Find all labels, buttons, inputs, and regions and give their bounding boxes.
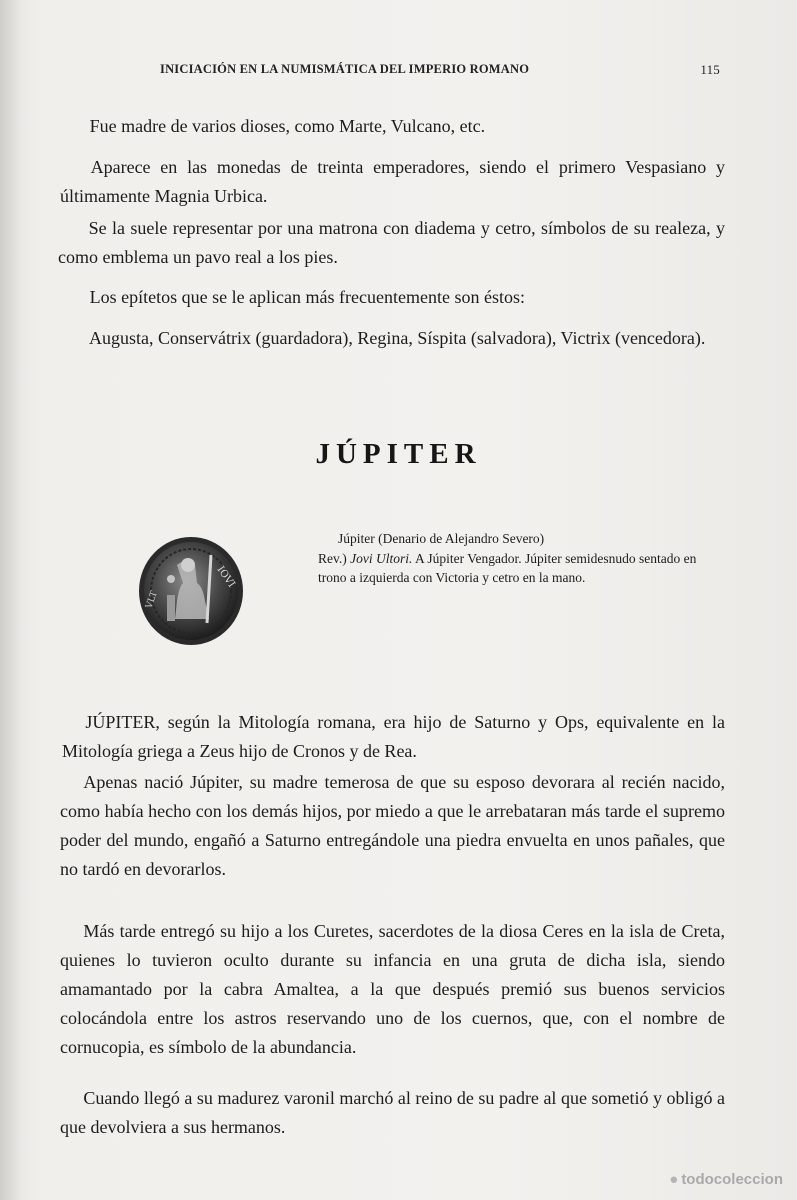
paragraph-7: Apenas nació Júpiter, su madre temerosa de que su esposo devorara al recién nacido, como había hecho con los demás hijos, por miedo a que le arrebataran más tarde el supremo poder del mundo, engañó a Saturno entregándole una piedra envuelta en unos pañales, que no tardó en devorarlos. — [60, 772, 725, 879]
caption-title: Júpiter (Denario de Alejandro Severo) — [338, 531, 545, 546]
paragraph-4: Los epítetos que se le aplican más frecuentemente son éstos: — [89, 287, 525, 307]
svg-text:IOVI: IOVI — [214, 564, 237, 590]
paragraph-1: Fue madre de varios dioses, como Marte, Vulcano, etc. — [89, 116, 486, 136]
paragraph-3: Se la suele representar por una matrona con diadema y cetro, símbolos de su realeza, y como emblema un pavo real a los pies. — [58, 218, 725, 267]
page-gutter-shadow — [0, 0, 20, 1200]
paragraph-6: JÚPITER, según la Mitología romana, era hijo de Saturno y Ops, equivalente en la Mitología griega a Zeus hijo de Cronos y de Rea. — [62, 712, 725, 761]
todocoleccion-logo-icon: ● — [669, 1171, 679, 1188]
paragraph-9: Cuando llegó a su madurez varonil marchó al reino de su padre al que sometió y obligó a que devolviera a sus hermanos. — [60, 1088, 725, 1137]
svg-text:VLT: VLT — [144, 589, 160, 611]
caption-legend: Jovi Ultori. — [350, 550, 413, 566]
running-header — [160, 62, 720, 78]
caption-reverse: Rev.) Jovi Ultori. A Júpiter Vengador. Júpiter semidesnudo sentado en trono a izquierda con Victoria y cetro en la mano. — [318, 550, 697, 586]
page-number: 115 — [700, 62, 720, 77]
paragraph-5: Augusta, Conservátrix (guardadora), Regina, Síspita (salvadora), Victrix (vencedora). — [89, 328, 706, 348]
paragraph-2: Aparece en las monedas de treinta emperadores, siendo el primero Vespasiano y últimamente Magnia Urbica. — [60, 157, 725, 206]
running-title: INICIACIÓN EN LA NUMISMÁTICA DEL IMPERIO ROMANO — [160, 62, 530, 76]
section-title: JÚPITER — [315, 438, 482, 470]
coin-caption — [318, 529, 718, 588]
paragraph-8: Más tarde entregó su hijo a los Curetes, sacerdotes de la diosa Ceres en la isla de Creta, quienes lo tuvieron oculto durante su infancia en una gruta de dicha isla, siendo amamantado por la cabra Amaltea, a la que después premió sus buenos servicios colocándola entre los astros reservando uno de los cuernos, que, con el nombre de cornucopia, es símbolo de la abundancia. — [60, 921, 725, 1057]
roman-coin-icon — [137, 535, 245, 647]
watermark: ● todocoleccion — [669, 1171, 783, 1188]
